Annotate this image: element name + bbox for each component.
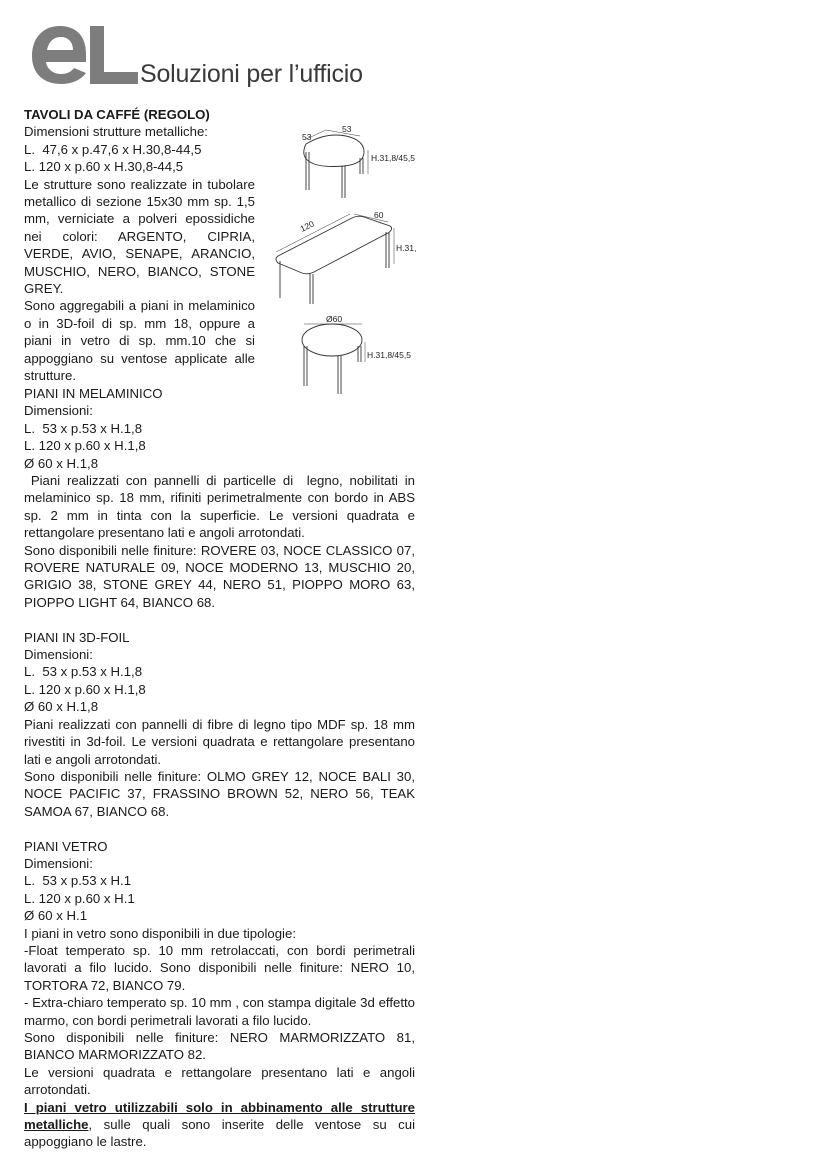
paragraph: Sono aggregabili a piani in melaminico o in 3D-foil di sp. mm 18, oppure a piani in vetro di sp. mm.10 che si appoggiano su ventose applicate alle strutture.: [24, 298, 255, 384]
paragraph: Sono disponibili nelle finiture: OLMO GREY 12, NOCE BALI 30, NOCE PACIFIC 37, FRASSINO BROWN 52, NERO 56, TEAK SAMOA 67, BIANCO 68.: [24, 768, 415, 819]
dimension-label: 53: [342, 124, 352, 134]
dimension-line: Ø 60 x H.1,8: [24, 699, 99, 715]
note-text: , sulle quali sono inserite delle ventose su cui appoggiano le lastre.: [24, 1117, 415, 1150]
intro-section: [24, 106, 255, 385]
foil-section: [24, 629, 415, 820]
dimension-line: L. 53 x p.53 x H.1: [24, 873, 132, 889]
dimension-line: L. 53 x p.53 x H.1,8: [24, 664, 143, 680]
dimension-line: L. 120 x p.60 x H.1: [24, 890, 135, 906]
dimension-line: L. 47,6 x p.47,6 x H.30,8-44,5: [24, 141, 202, 157]
dimension-line: L. 120 x p.60 x H.30,8-44,5: [24, 159, 184, 175]
dims-label: Dimensioni:: [24, 403, 93, 419]
section-title: PIANI IN MELAMINICO: [24, 386, 163, 401]
table-drawings: [268, 118, 428, 400]
tagline: Soluzioni per l’ufficio: [140, 60, 363, 88]
square-table-drawing: [304, 130, 368, 198]
paragraph: I piani in vetro sono disponibili in due tipologie:: [24, 925, 296, 941]
dimension-label: 53: [302, 132, 312, 142]
dimension-label: 60: [374, 210, 384, 220]
el-logo: [30, 22, 140, 88]
dims-label: Dimensioni:: [24, 855, 93, 871]
section-title: PIANI VETRO: [24, 838, 108, 854]
dimension-label: 120: [298, 218, 316, 234]
paragraph: Le versioni quadrata e rettangolare presentano lati e angoli arrotondati.: [24, 1064, 415, 1098]
rect-table-drawing: [276, 214, 394, 304]
dimension-line: L. 120 x p.60 x H.1,8: [24, 438, 146, 454]
dims-label: Dimensioni strutture metalliche:: [24, 124, 208, 140]
diameter-label: Ø60: [326, 314, 343, 324]
height-label: H.31,: [396, 243, 417, 253]
paragraph: Sono disponibili nelle finiture: NERO MARMORIZZATO 81, BIANCO MARMORIZZATO 82.: [24, 1030, 415, 1063]
paragraph: Le strutture sono realizzate in tubolare metallico di sezione 15x30 mm sp. 1,5 mm, verniciate a polveri epossidiche nei colori: ARGENTO, CIPRIA, VERDE, AVIO, SENAPE, ARANCIO, MUSCHIO, NERO, BIANCO, STONE GREY.: [24, 176, 255, 297]
dimension-line: Ø 60 x H.1,8: [24, 455, 99, 471]
height-label: H.31,8/45,5: [371, 153, 415, 163]
dimension-line: Ø 60 x H.1: [24, 908, 88, 924]
height-label: H.31,8/45,5: [367, 350, 411, 360]
paragraph: Sono disponibili nelle finiture: ROVERE 03, NOCE CLASSICO 07, ROVERE NATURALE 09, NOCE MODERNO 13, MUSCHIO 20, GRIGIO 38, STONE GREY 44, NERO 51, PIOPPO MORO 63, PIOPPO LIGHT 64, BIANCO 68.: [24, 542, 415, 610]
section-title: PIANI IN 3D-FOIL: [24, 629, 130, 645]
note-emphasis: I piani vetro utilizzabili solo in abbinamento alle strutture metalliche: [24, 1099, 415, 1133]
paragraph: - Extra-chiaro temperato sp. 10 mm , con stampa digitale 3d effetto marmo, con bordi perimetrali lavorati a filo lucido.: [24, 995, 415, 1028]
dims-label: Dimensioni:: [24, 647, 93, 663]
dimension-line: L. 53 x p.53 x H.1,8: [24, 420, 143, 436]
section-title: TAVOLI DA CAFFÉ (REGOLO): [24, 107, 210, 122]
dimension-line: L. 120 x p.60 x H.1,8: [24, 681, 146, 697]
note-paragraph: [24, 1099, 415, 1151]
round-table-drawing: [302, 324, 365, 394]
melaminico-section: [24, 385, 423, 611]
paragraph: Piani realizzati con pannelli di fibre di legno tipo MDF sp. 18 mm rivestiti in 3d-foil. Le versioni quadrata e rettangolare presentano lati e angoli arrotondati.: [24, 716, 415, 767]
paragraph: Piani realizzati con pannelli di particelle di legno, nobilitati in melaminico sp. 18 mm, rifiniti perimetralmente con bordo in ABS sp. 2 mm in tinta con la superficie. Le versioni quadrata e rettangolare presentano lati e angoli arrotondati.: [24, 473, 423, 541]
vetro-section: [24, 838, 415, 1151]
main-content: [24, 385, 423, 1151]
paragraph: -Float temperato sp. 10 mm retrolaccati, con bordi perimetrali lavorati a filo lucido. Sono disponibili nelle finiture: NERO 10, TORTORA 72, BIANCO 79.: [24, 942, 415, 993]
